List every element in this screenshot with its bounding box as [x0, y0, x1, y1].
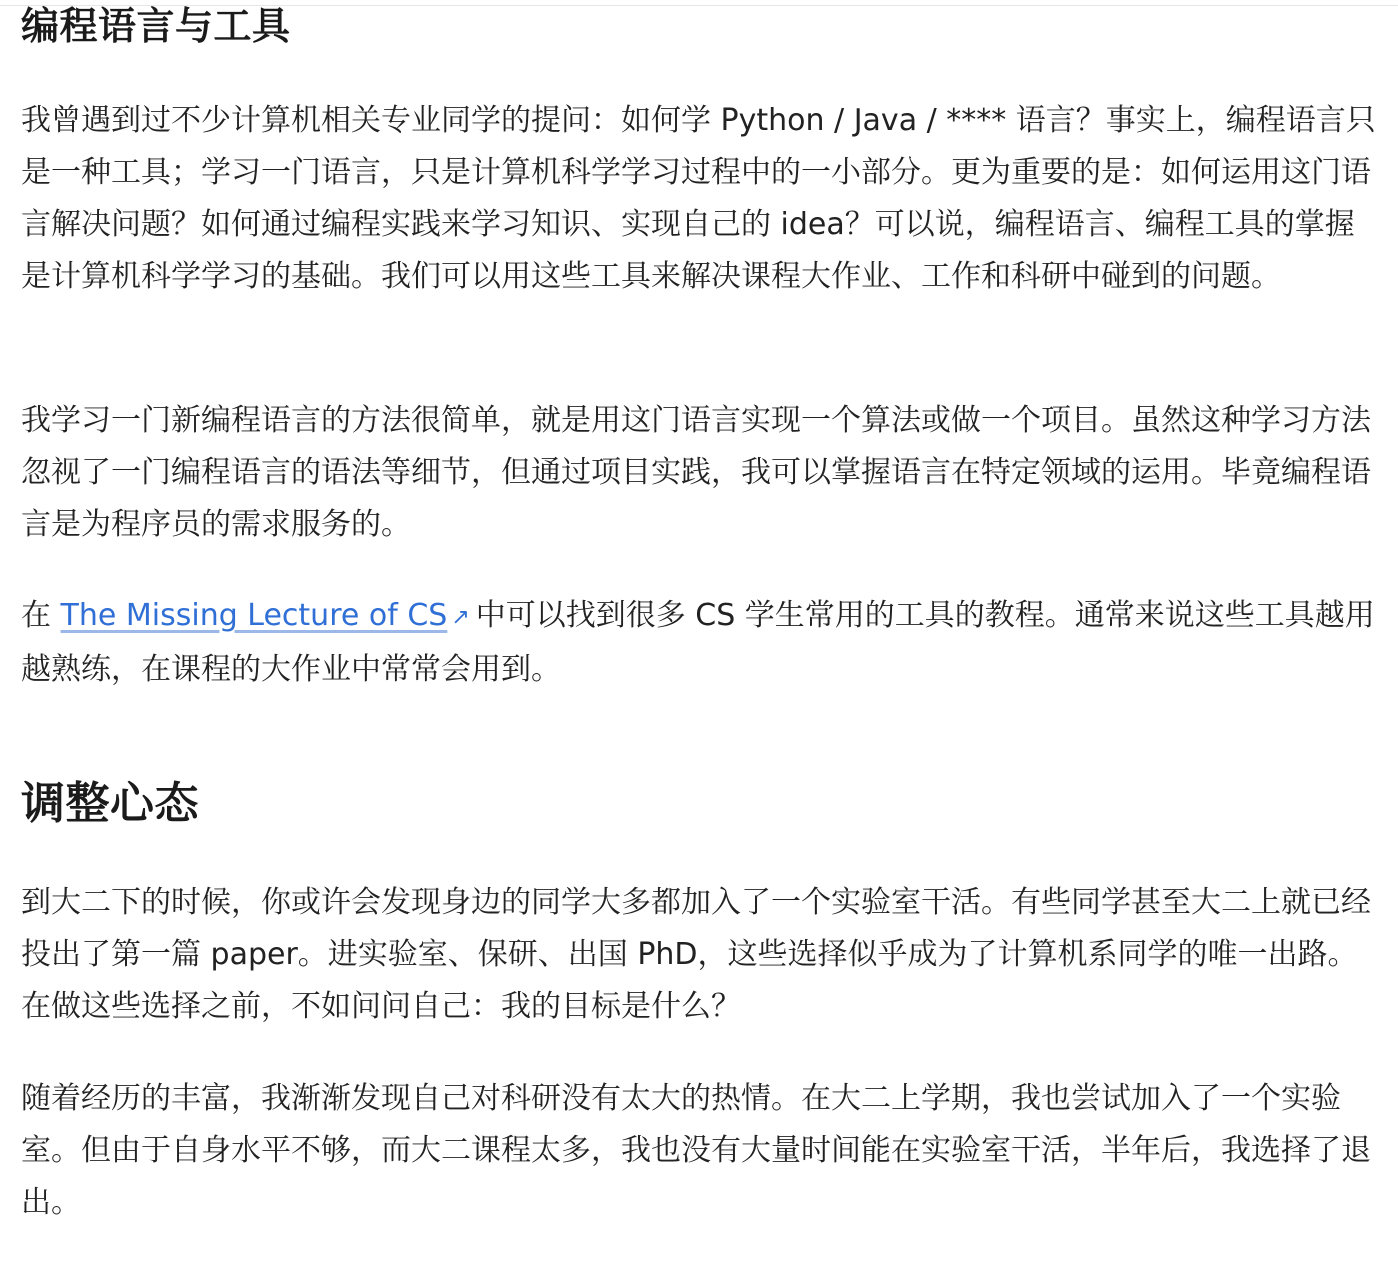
paragraph-mindset-1: 到大二下的时候，你或许会发现身边的同学大多都加入了一个实验室干活。有些同学甚至大二上就已经投出了第一篇 paper。进实验室、保研、出国 PhD，这些选择似乎成为了计算机系同学的唯一出路。在做这些选择之前，不如问问自己：我的目标是什么？ [21, 885, 1371, 1024]
missing-lecture-link[interactable]: The Missing Lecture of CS [60, 598, 448, 633]
section-heading-tools: 编程语言与工具 [21, 4, 291, 48]
paragraph-tools-2: 我学习一门新编程语言的方法很简单，就是用这门语言实现一个算法或做一个项目。虽然这种学习方法忽视了一门编程语言的语法等细节，但通过项目实践，我可以掌握语言在特定领域的运用。毕竟编程语言是为程序员的需求服务的。 [21, 403, 1371, 542]
section-heading-mindset: 调整心态 [21, 778, 199, 829]
paragraph-prefix: 在 [21, 598, 61, 633]
paragraph-tools-3 [21, 590, 1376, 696]
paragraph-tools-1: 我曾遇到过不少计算机相关专业同学的提问：如何学 Python / Java / **** 语言？事实上，编程语言只是一种工具；学习一门语言，只是计算机科学学习过程中的一小部分。更为重要的是：如何运用这门语言解决问题？如何通过编程实践来学习知识、实现自己的 idea？可以说，编程语言、编程工具的掌握是计算机科学学习的基础。我们可以用这些工具来解决课程大作业、工作和科研中碰到的问题。 [21, 103, 1376, 294]
paragraph-mindset-2: 随着经历的丰富，我渐渐发现自己对科研没有太大的热情。在大二上学期，我也尝试加入了一个实验室。但由于自身水平不够，而大二课程太多，我也没有大量时间能在实验室干活，半年后，我选择了退出。 [21, 1081, 1371, 1220]
external-link-icon: ↗ [451, 605, 470, 630]
paragraph-suffix: 中可以找到很多 CS 学生常用的工具的教程。通常来说这些工具越用越熟练，在课程的大作业中常常会用到。 [21, 598, 1375, 687]
